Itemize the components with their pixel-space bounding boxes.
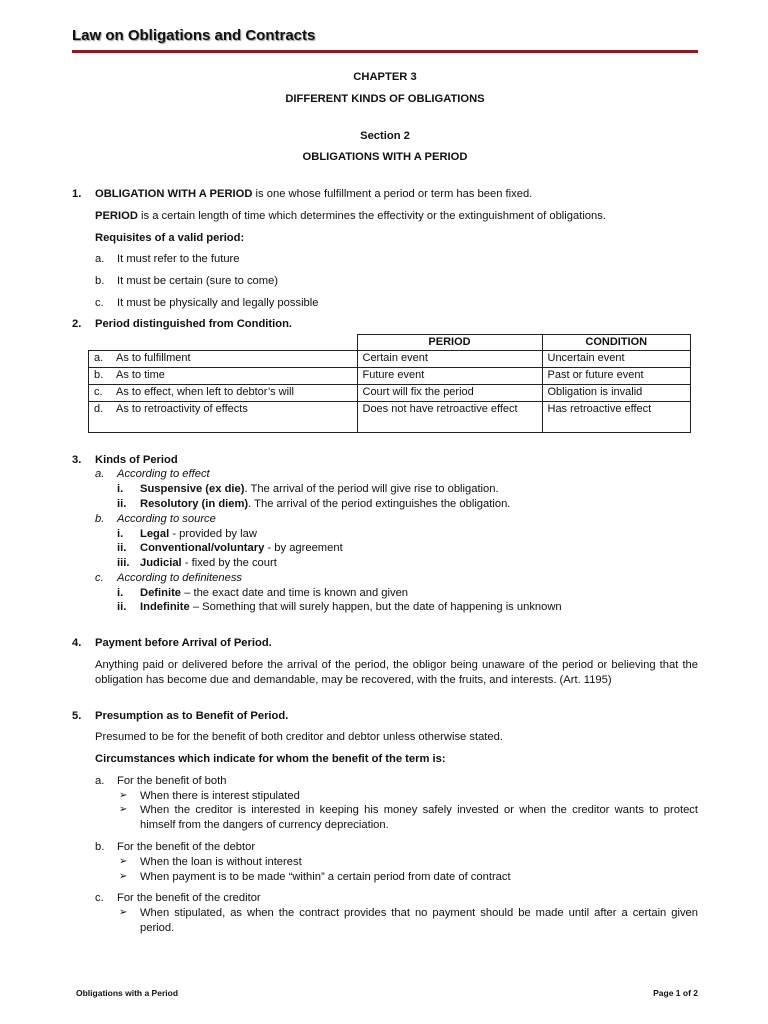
condition-cell: Obligation is invalid (542, 384, 691, 401)
table-row (89, 351, 691, 368)
requisite-item (95, 252, 698, 267)
row-label: a. (94, 352, 104, 365)
list-text: When there is interest stipulated (140, 789, 300, 802)
list-item (95, 482, 698, 497)
requisites-title: Requisites of a valid period: (95, 231, 245, 244)
term: Definite (140, 586, 182, 599)
circumstances-title: Circumstances which indicate for whom the benefit of the term is: (95, 753, 446, 766)
list-text: When the loan is without interest (140, 855, 302, 868)
list-text: For the benefit of the debtor (117, 841, 256, 853)
list-text: – Something that will surely happen, but the date of happening is unknown (189, 601, 562, 614)
list-text: It must be certain (sure to come) (117, 275, 279, 288)
list-label: ii. (117, 497, 127, 510)
item-number: 3. (72, 453, 82, 466)
list-label: b. (95, 275, 105, 288)
list-text: - fixed by the court (181, 557, 277, 570)
term: Judicial (140, 557, 182, 570)
term: OBLIGATION WITH A PERIOD (95, 188, 253, 201)
list-text: For the benefit of both (117, 774, 227, 787)
item-4 (72, 636, 698, 687)
list-label: i. (117, 527, 124, 540)
page-number: Page 1 of 2 (653, 988, 698, 998)
sub-heading (95, 467, 698, 482)
term: Legal (140, 527, 170, 540)
period-cell: Does not have retroactive effect (357, 401, 542, 432)
sub-heading (95, 840, 698, 855)
list-label: ii. (117, 542, 127, 555)
aspect-cell (89, 401, 358, 432)
list-label: c. (95, 892, 104, 905)
row-aspect: As to retroactivity of effects (116, 402, 248, 415)
list-label: c. (95, 297, 104, 310)
comparison-table (88, 334, 691, 433)
sub-heading (95, 774, 698, 789)
arrow-bullet-icon: ➢ (119, 855, 128, 867)
list-text: . The arrival of the period extinguishes the obligation. (248, 497, 511, 510)
list-label: b. (95, 512, 105, 525)
item-number: 5. (72, 709, 82, 722)
list-text: – the exact date and time is known and given (181, 586, 409, 599)
period-cell: Court will fix the period (357, 384, 542, 401)
term: Resolutory (in diem) (140, 497, 249, 510)
section-number: Section 2 (360, 129, 410, 142)
list-text: When stipulated, as when the contract provides that no payment should be made until after a certain given period. (140, 907, 698, 934)
definition-text: is one whose fulfillment a period or term has been fixed. (252, 188, 533, 201)
sub-heading (95, 891, 698, 906)
item-5 (72, 709, 698, 936)
list-label: i. (117, 586, 124, 599)
item-paragraph: Anything paid or delivered before the arrival of the period, the obligor being unaware of the period or believing that the obligation has become due and demandable, may be recovered, with the fruits, and interests. (Art. 1195) (95, 658, 698, 686)
list-label: b. (95, 841, 105, 853)
list-label: a. (95, 774, 105, 787)
column-header-period: PERIOD (357, 334, 542, 351)
definition-text: is a certain length of time which determines the effectivity or the extinguishment of obligations. (137, 209, 606, 222)
aspect-cell (89, 368, 358, 385)
list-text: According to source (117, 512, 216, 525)
term: Indefinite (140, 601, 190, 614)
footer-title: Obligations with a Period (76, 988, 179, 998)
page-header (72, 26, 698, 53)
item-2 (72, 317, 698, 332)
item-title: Period distinguished from Condition. (95, 317, 293, 330)
list-label: c. (95, 571, 104, 584)
list-text: According to definiteness (117, 571, 243, 584)
list-label: a. (95, 468, 105, 481)
table-row (89, 401, 691, 432)
section-title: OBLIGATIONS WITH A PERIOD (302, 151, 468, 164)
item-title: Payment before Arrival of Period. (95, 637, 272, 650)
arrow-bullet-icon: ➢ (119, 789, 128, 801)
list-text: For the benefit of the creditor (117, 892, 261, 905)
item-number: 1. (72, 188, 82, 201)
list-text: - by agreement (264, 542, 343, 555)
requisite-item (95, 296, 698, 311)
term: Suspensive (ex die) (140, 483, 245, 496)
list-label: iii. (117, 557, 130, 570)
sub-heading (95, 512, 698, 527)
list-text: - provided by law (169, 527, 257, 540)
document-body (72, 70, 698, 936)
item-1 (72, 187, 698, 311)
aspect-cell (89, 384, 358, 401)
condition-cell: Uncertain event (542, 351, 691, 368)
list-text: It must refer to the future (117, 253, 240, 266)
period-cell: Future event (357, 368, 542, 385)
row-aspect: As to effect, when left to debtor’s will (116, 385, 294, 398)
item-number: 4. (72, 637, 82, 650)
list-item (95, 556, 698, 571)
list-item (95, 541, 698, 556)
bullet-item (95, 803, 698, 833)
row-label: b. (94, 369, 104, 382)
row-aspect: As to time (116, 369, 165, 382)
list-text: It must be physically and legally possible (117, 297, 319, 310)
bullet-item (95, 870, 698, 885)
list-item (95, 527, 698, 542)
arrow-bullet-icon: ➢ (119, 870, 128, 882)
chapter-title: DIFFERENT KINDS OF OBLIGATIONS (285, 92, 485, 105)
requisite-item (95, 274, 698, 289)
column-header-condition: CONDITION (542, 334, 691, 351)
item-title: Kinds of Period (95, 453, 178, 466)
condition-cell: Has retroactive effect (542, 401, 691, 432)
item-3 (72, 453, 698, 616)
chapter-number: CHAPTER 3 (353, 71, 417, 83)
arrow-bullet-icon: ➢ (119, 907, 128, 919)
list-text: . The arrival of the period will give rise to obligation. (244, 483, 499, 496)
list-item (95, 600, 698, 615)
term: PERIOD (95, 209, 138, 222)
table-row (89, 384, 691, 401)
sub-heading (95, 571, 698, 586)
item-paragraph: Presumed to be for the benefit of both creditor and debtor unless otherwise stated. (95, 731, 503, 744)
comparison-table-wrap (72, 334, 698, 433)
table-header-row (89, 334, 691, 351)
list-text: According to effect (117, 468, 210, 481)
term: Conventional/voluntary (140, 542, 265, 555)
item-number: 2. (72, 317, 82, 330)
row-label: d. (94, 402, 104, 415)
aspect-cell (89, 351, 358, 368)
row-aspect: As to fulfillment (116, 352, 191, 365)
list-label: a. (95, 253, 105, 266)
list-item (95, 497, 698, 512)
condition-cell: Past or future event (542, 368, 691, 385)
list-label: ii. (117, 601, 127, 614)
arrow-bullet-icon: ➢ (119, 804, 128, 816)
table-corner (89, 334, 358, 351)
definition-obligation-with-period (95, 187, 698, 202)
table-row (89, 368, 691, 385)
row-label: c. (94, 385, 103, 398)
definition-period (95, 209, 698, 224)
item-title: Presumption as to Benefit of Period. (95, 709, 289, 722)
bullet-item (95, 855, 698, 870)
list-text: When payment is to be made “within” a certain period from date of contract (140, 870, 511, 883)
header-title: Law on Obligations and Contracts (72, 27, 316, 44)
list-text: When the creditor is interested in keeping his money safely invested or when the creditor wants to protect himself from the dangers of currency depreciation. (140, 804, 698, 832)
list-item (95, 586, 698, 601)
bullet-item (95, 906, 698, 936)
period-cell: Certain event (357, 351, 542, 368)
bullet-item (95, 789, 698, 804)
list-label: i. (117, 483, 124, 496)
